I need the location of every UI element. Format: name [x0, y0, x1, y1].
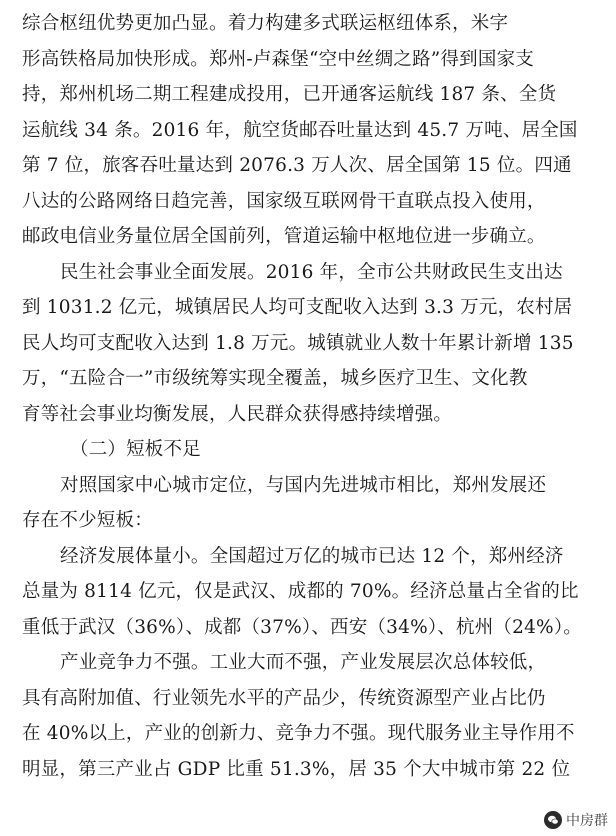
wechat-icon: [544, 811, 562, 829]
paragraph-line: 存在不少短板：: [22, 510, 153, 531]
paragraph-line: 持，郑州机场二期工程建成投用，已开通客运航线 187 条、全货: [22, 84, 557, 105]
paragraph-line: 综合枢纽优势更加凸显。着力构建多式联运枢纽体系，米字: [22, 13, 509, 34]
section-heading: （二）短板不足: [70, 439, 201, 460]
paragraph-line: 经济发展体量小。全国超过万亿的城市已达 12 个，郑州经济: [60, 545, 564, 567]
paragraph-line: 在 40%以上，产业的创新力、竞争力不强。现代服务业主导作用不: [22, 723, 575, 744]
paragraph-line: 运航线 34 条。2016 年，航空货邮吞吐量达到 45.7 万吨、居全国: [22, 119, 578, 141]
paragraph-line: 总量为 8114 亿元，仅是武汉、成都的 70%。经济总量占全省的比: [22, 581, 579, 602]
paragraph-line: 重低于武汉（36%）、成都（37%）、西安（34%）、杭州（24%）。: [22, 616, 582, 638]
paragraph-line: 第 7 位，旅客吞吐量达到 2076.3 万人次、居全国第 15 位。四通: [22, 155, 572, 176]
paragraph-line: 民生社会事业全面发展。2016 年，全市公共财政民生支出达: [60, 261, 563, 283]
paragraph-line: 万，“五险合一”市级统筹实现全覆盖，城乡医疗卫生、文化教: [22, 368, 528, 389]
paragraph-line: 产业竞争力不强。工业大而不强，产业发展层次总体较低，: [60, 652, 547, 673]
paragraph-line: 到 1031.2 亿元，城镇居民人均可支配收入达到 3.3 万元，农村居: [22, 297, 573, 318]
paragraph-line: 育等社会事业均衡发展，人民群众获得感持续增强。: [22, 403, 453, 425]
watermark: [540, 808, 612, 832]
paragraph-line: 对照国家中心城市定位，与国内先进城市相比，郑州发展还: [60, 474, 547, 496]
paragraph-line: 明显，第三产业占 GDP 比重 51.3%，居 35 个大中城市第 22 位: [22, 758, 571, 780]
paragraph-line: 邮政电信业务量位居全国前列，管道运输中枢地位进一步确立。: [22, 226, 546, 247]
paragraph-line: 具有高附加值、行业领先水平的产品少，传统资源型产业占比仍: [22, 687, 546, 709]
paragraph-line: 民人均可支配收入达到 1.8 万元。城镇就业人数十年累计新增 135: [22, 332, 574, 354]
watermark-text: 中房群: [566, 813, 608, 829]
paragraph-line: 八达的公路网络日趋完善，国家级互联网骨干直联点投入使用，: [22, 190, 546, 212]
paragraph-line: 形高铁格局加快形成。郑州-卢森堡“空中丝绸之路”得到国家支: [22, 48, 534, 70]
